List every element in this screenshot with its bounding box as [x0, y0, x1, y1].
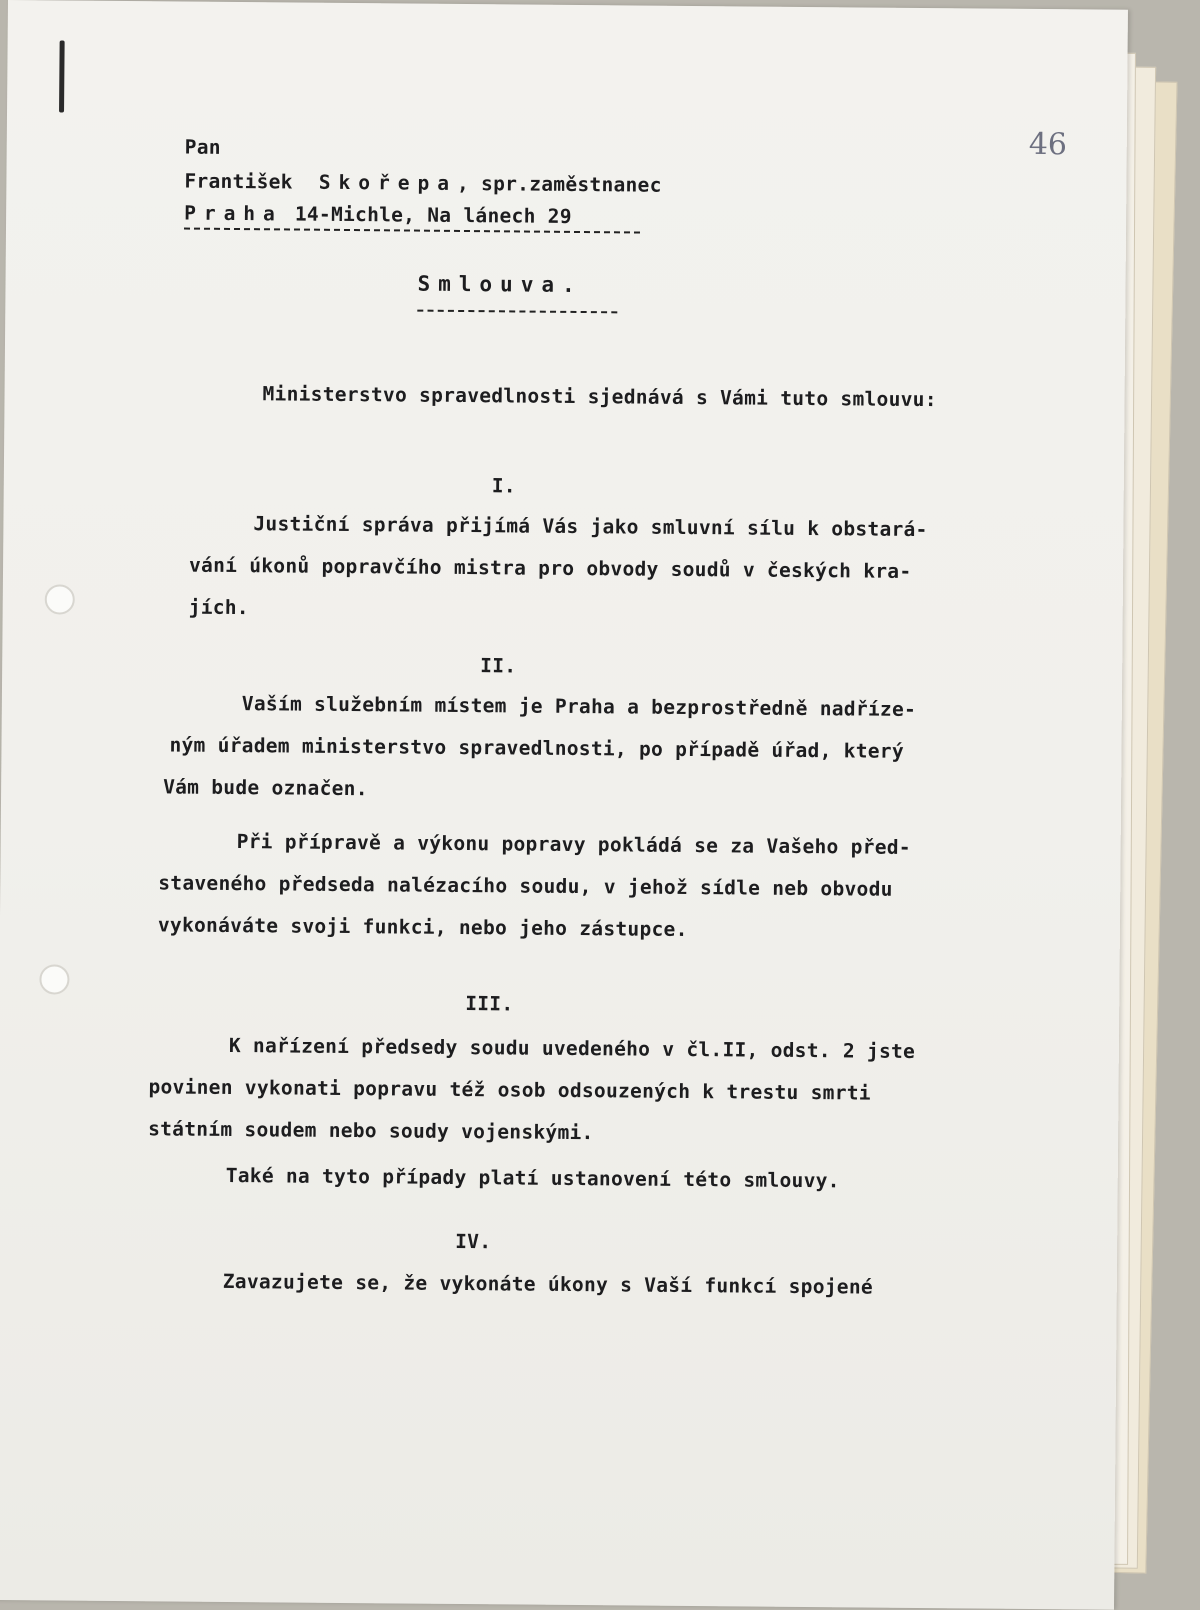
- paragraph-line: Také na tyto případy platí ustanovení této smlouvy.: [225, 1163, 840, 1193]
- street: 14-Michle, Na lánech 29: [282, 202, 572, 228]
- addressee-name: [184, 170, 661, 197]
- address-underline: [184, 228, 640, 234]
- paragraph-line: státním soudem nebo soudy vojenskými.: [148, 1117, 594, 1145]
- paragraph-line: jích.: [188, 595, 250, 620]
- punch-hole: [45, 584, 75, 614]
- paragraph-line: povinen vykonati popravu též osob odsouzených k trestu smrti: [148, 1075, 872, 1105]
- paragraph-line: Vám bude označen.: [163, 775, 368, 801]
- intro-text: Ministerstvo spravedlnosti sjednává s Vámi tuto smlouvu:: [262, 382, 937, 412]
- section-number: III.: [465, 992, 514, 1016]
- section-number: IV.: [455, 1229, 492, 1254]
- addressee-street: [184, 202, 572, 228]
- staple: [59, 40, 65, 112]
- paragraph-line: Při přípravě a výkonu popravy pokládá se za Vašeho před-: [236, 830, 911, 859]
- city: Praha: [184, 201, 283, 226]
- page-number: 46: [1028, 126, 1068, 163]
- section-number: I.: [491, 474, 516, 498]
- punch-hole: [39, 964, 69, 994]
- paragraph-line: staveného předseda nalézacího soudu, v jehož sídle neb obvodu: [158, 871, 893, 901]
- section-number: II.: [480, 654, 517, 678]
- paragraph-line: Zavazujete se, že vykonáte úkony s Vaší funkcí spojené: [222, 1269, 874, 1299]
- paragraph-line: Justiční správa přijímá Vás jako smluvní sílu k obstará-: [253, 512, 928, 542]
- paragraph-line: vykonáváte svoji funkci, nebo jeho zástupce.: [157, 913, 688, 941]
- title-underline: [417, 310, 617, 314]
- paragraph-line: Vaším služebním místem je Praha a bezprostředně nadříze-: [241, 692, 917, 721]
- paragraph-line: vání úkonů popravčího mistra pro obvody soudů v českých kra-: [188, 553, 912, 583]
- paragraph-line: K nařízení předsedy soudu uvedeného v čl.II, odst. 2 jste: [228, 1033, 916, 1063]
- salutation: Pan: [184, 135, 221, 159]
- occupation: , spr.zaměstnanec: [456, 171, 662, 197]
- paragraph-line: ným úřadem ministerstvo spravedlnosti, po případě úřad, který: [169, 733, 905, 763]
- document-title: Smlouva.: [417, 271, 583, 298]
- surname: Skořepa: [318, 170, 458, 195]
- first-name: František: [184, 169, 293, 194]
